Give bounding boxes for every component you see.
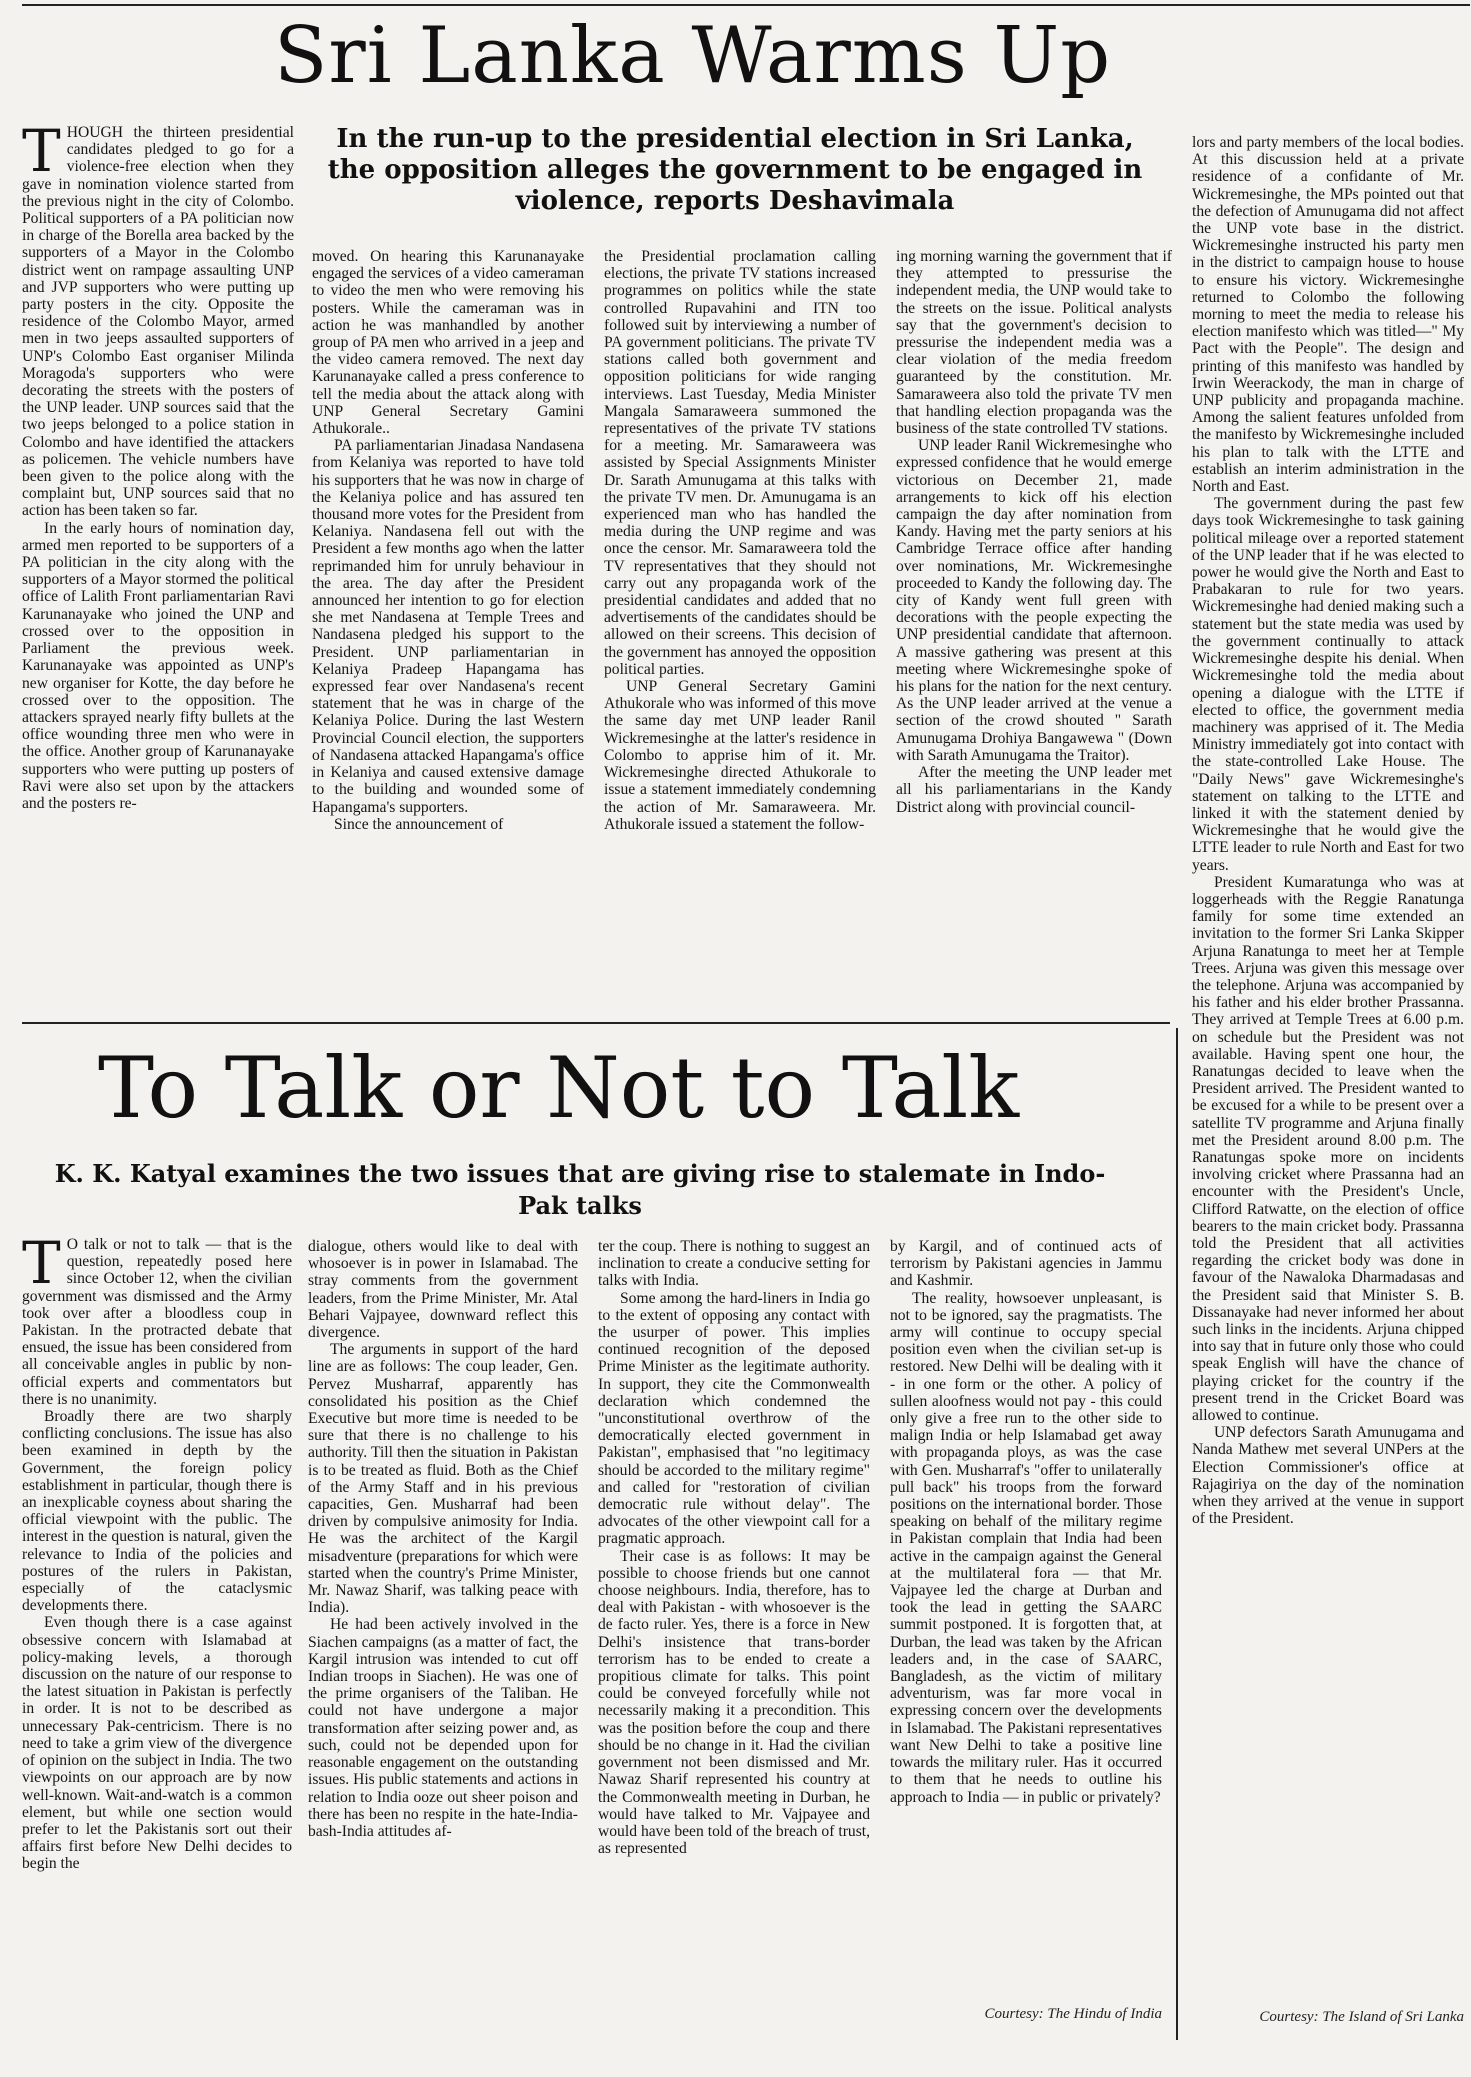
article1-headline: Sri Lanka Warms Up bbox=[274, 11, 1112, 101]
article2-column-3 bbox=[598, 1238, 870, 2022]
paragraph: President Kumaratunga who was at loggerheads with the Reggie Ranatunga family for some time extended an invitation to the former Sri Lanka Skipper Arjuna Ranatunga to meet her at Temple Trees. Arjuna was given this message over the telephone. Arjuna was accompanied by his father and his elder brother Prassanna. They arrived at Temple Trees at 6.00 p.m. on schedule but the President was not available. Having spent one hour, the Ranatungas decided to leave when the President arrived. The President wanted to be excused for a while to be present over a satellite TV programme and Arjuna finally met the President around 8.00 p.m. The Ranatungas spoke more on incidents involving cricket where Prassanna had an encounter with the President's Uncle, Clifford Ratwatte, on the election of office bearers to the main cricket body. Prassanna told the President that all activities regarding the cricket body was done in favour of the Nawaloka Dharmadasas and the President said that Minister S. B. Dissanayake had never informed her about such links in the incidents. Arjuna chipped into say that in future only those who could speak English will have the chance of playing cricket for the country if the present trend in the Cricket Board was allowed to continue. bbox=[1192, 873, 1464, 1425]
article1-column-3 bbox=[604, 248, 876, 1012]
article2-dropcap: T bbox=[22, 1236, 61, 1297]
paragraph: HOUGH the thirteen presidential candidates pledged to go for a violence-free election when they gave in nomination violence started from the previous night in the city of Colombo. Political supporters of a PA politician now in charge of the Borella area backed by the supporters of a Mayor in the Colombo district went on rampage assaulting UNP and JVP supporters who were putting up party posters in the city. Opposite the residence of the Colombo Mayor, armed men in two jeeps assaulted supporters of UNP's Colombo East organiser Milinda Moragoda's supporters who were decorating the streets with the posters of the UNP leader. UNP sources said that the two jeeps belonged to a police station in Colombo and have identified the attackers as policemen. The vehicle numbers have been given to the police along with the complaint but, UNP sources said that no action has been taken so far. bbox=[22, 124, 294, 520]
article2-standfirst: K. K. Katyal examines the two issues that are giving rise to stalemate in Indo-Pak talks bbox=[54, 1159, 1106, 1220]
article2-column-4 bbox=[890, 1238, 1162, 1996]
paragraph: Their case is as follows: It may be possible to choose friends but one cannot choose neighbours. India, therefore, has to deal with Pakistan - with whosoever is the de facto ruler. Yes, there is a force in New Delhi's insistence that trans-border terrorism has to be ended to create a propitious climate for talks. This point could be conveyed forcefully while not necessarily making it a precondition. This was the position before the coup and there should be no change in it. Had the civilian government not been dismissed and Mr. Nawaz Sharif represented his country at the Commonwealth meeting in Durban, he would have talked to Mr. Vajpayee and would have been told of the breach of trust, as represented bbox=[598, 1547, 870, 1858]
article1-column-5 bbox=[1192, 134, 1464, 2022]
article2-headline: To Talk or Not to Talk bbox=[98, 1039, 1020, 1137]
article1-courtesy: Courtesy: The Island of Sri Lanka bbox=[1259, 2009, 1464, 2025]
article1-standfirst: In the run-up to the presidential election in Sri Lanka, the opposition alleges the government to be engaged in violence, reports Deshavimala bbox=[327, 124, 1143, 216]
top-rule bbox=[22, 4, 1470, 6]
paragraph: lors and party members of the local bodies. At this discussion held at a private residence of a confidante of Mr. Wickremesinghe, the MPs pointed out that the defection of Amunugama did not affect the UNP vote base in the district. Wickremesinghe instructed his party men in the district to campaign house to house to ensure his victory. Wickremesinghe returned to Colombo the following morning to meet the media to release his election manifesto which was titled—" My Pact with the People". The design and printing of this manifesto was handled by Irwin Weerackody, the man in charge of UNP publicity and propaganda machine. Among the salient features unfolded from the manifesto by Wickremesinghe included his plan to talk with the LTTE and establish an interim administration in the North and East. bbox=[1192, 134, 1464, 496]
article1-column-4 bbox=[896, 248, 1172, 1012]
paragraph: The government during the past few days took Wickremesinghe to task gaining political mileage over a reported statement of the UNP leader that if he was elected to power he would give the North and East to Prabakaran to rule for two years. Wickremesinghe had denied making such a statement but the state media was used by the government continually to attack Wickremesinghe despite his denial. When Wickremesinghe told the media about opening a dialogue with the LTTE if elected to office, the government media machinery was apprised of it. The Media Ministry immediately got into contact with the state-controlled Lake House. The "Daily News" gave Wickremesinghe's statement on talking to the LTTE and linked it with the statement denied by Wickremesinghe that he would give the LTTE leader to rule North and East for two years. bbox=[1192, 495, 1464, 874]
article2-column-1 bbox=[22, 1236, 292, 2022]
paragraph: The reality, howsoever unpleasant, is not to be ignored, say the pragmatists. The army will continue to occupy special position even when the civilian set-up is restored. New Delhi will be dealing with it - in one form or the other. A policy of sullen aloofness would not pay - this could only give a free run to the other side to malign India or help Islamabad get away with propaganda ploys, as was the case with Gen. Musharraf's "offer to unilaterally pull back" his troops from the forward positions on the international border. Those speaking on behalf of the military regime in Pakistan complain that India had been active in the campaign against the General at the multilateral fora — that Mr. Vajpayee led the charge at Durban and took the lead in getting the SAARC summit postponed. It is forgotten that, at Durban, the lead was taken by the African leaders and, in the case of SAARC, Bangladesh, as the victim of military adventurism, was far more vocal in expressing concern over the developments in Islamabad. The Pakistani representatives want New Delhi to take a positive line towards the military ruler. Has it occurred to them that he needs to outline his approach to India — in public or privately? bbox=[890, 1289, 1162, 1806]
article2-courtesy: Courtesy: The Hindu of India bbox=[984, 2006, 1162, 2022]
paragraph: ter the coup. There is nothing to suggest an inclination to create a conducive setting for talks with India. bbox=[598, 1238, 870, 1290]
article-divider-vertical bbox=[1176, 1028, 1178, 2040]
paragraph: UNP defectors Sarath Amunugama and Nanda Mathew met several UNPers at the Election Commissioner's office at Rajagiriya on the day of the nomination when they arrived at the venue in support of the President. bbox=[1192, 1424, 1464, 1528]
paragraph: Since the announcement of bbox=[334, 815, 504, 833]
paragraph: The arguments in support of the hard line are as follows: The coup leader, Gen. Pervez Musharraf, apparently has consolidated his position as the Chief Executive but more time is needed to be sure that there is no challenge to his authority. Till then the situation in Pakistan is to be treated as fluid. Both as the Chief of the Army Staff and in his previous capacities, Gen. Musharraf had been driven by compulsive animosity for India. He was the architect of the Kargil misadventure (preparations for which were started when the country's Prime Minister, Mr. Nawaz Sharif, was talking peace with India). bbox=[308, 1341, 578, 1617]
article1-column-1 bbox=[22, 124, 294, 1012]
paragraph: Some among the hard-liners in India go to the extent of opposing any contact with the usurper of power. This implies continued recognition of the deposed Prime Minister as the legitimate authority. In support, they cite the Commonwealth declaration which condemned the "unconstitutional overthrow of the democratically elected government in Pakistan", emphasised that "no legitimacy should be accorded to the military regime" and called for "restoration of civilian democratic rule without delay". The advocates of the other viewpoint call for a pragmatic approach. bbox=[598, 1289, 870, 1548]
paragraph: by Kargil, and of continued acts of terrorism by Pakistani agencies in Jammu and Kashmir. bbox=[890, 1238, 1162, 1290]
paragraph: UNP General Secretary Gamini Athukorale who was informed of this move the same day met UNP leader Ranil Wickremesinghe at the latter's residence in Colombo to apprise him of it. Mr. Wickremesinghe directed Athukorale to issue a statement immediately condemning the action of Mr. Samaraweera. Mr. Athukorale issued a statement the follow- bbox=[604, 678, 876, 833]
paragraph: PA parliamentarian Jinadasa Nandasena from Kelaniya was reported to have told his supporters that he was now in charge of the Kelaniya police and has assured ten thousand more votes for the President from Kelaniya. Nandasena fell out with the President a few months ago when the latter reprimanded him for unruly behaviour in the area. The day after the President announced her intention to go for election she met Nandasena at Temple Trees and Nandasena pledged his support to the President. UNP parliamentarian in Kelaniya Pradeep Hapangama has expressed fear over Nandasena's recent statement that he was in charge of the Kelaniya Police. During the last Western Provincial Council election, the supporters of Nandasena attacked Hapangama's office in Kelaniya and caused extensive damage to the building and wounded some of Hapangama's supporters. bbox=[312, 437, 584, 816]
article-divider-horizontal bbox=[22, 1022, 1170, 1024]
paragraph: dialogue, others would like to deal with whosoever is in power in Islamabad. The stray comments from the government leaders, from the Prime Minister, Mr. Atal Behari Vajpayee, downward reflect this divergence. bbox=[308, 1238, 578, 1342]
paragraph: He had been actively involved in the Siachen campaigns (as a matter of fact, the Kargil intrusion was intended to cut off Indian troops in Siachen). He was one of the prime organisers of the Taliban. He could not have undergone a major transformation after seizing power and, as such, could not be depended upon for reasonable engagement on the outstanding issues. His public statements and actions in relation to India ooze out sheer poison and there has been no respite in the hate-India-bash-India attitudes af- bbox=[308, 1616, 578, 1840]
paragraph: O talk or not to talk — that is the question, repeatedly posed here since October 12, when the civilian government was dismissed and the Army took over after a bloodless coup in Pakistan. In the protracted debate that ensued, the issue has been considered from all conceivable angles in public by non-official experts and commentators but there is no unanimity. bbox=[22, 1236, 292, 1408]
paragraph: the Presidential proclamation calling elections, the private TV stations increased programmes on politics while the state controlled Rupavahini and ITN too followed suit by interviewing a number of PA government politicians. The private TV stations called both government and opposition politicians for wide ranging interviews. Last Tuesday, Media Minister Mangala Samaraweera summoned the representatives of the private TV stations for a meeting. Mr. Samaraweera was assisted by Special Assignments Minister Dr. Sarath Amunugama at this talks with the private TV men. Dr. Amunugama is an experienced man who has handled the media during the UNP regime and was once the censor. Mr. Samaraweera told the TV representatives that they should not carry out any propaganda work of the presidential candidates and added that no advertisements of the candidates should be allowed on their screens. This decision of the government has annoyed the opposition political parties. bbox=[604, 248, 876, 678]
paragraph: Even though there is a case against obsessive concern with Islamabad at policy-making levels, a thorough discussion on the nature of our response to the latest situation in Pakistan is perfectly in order. It is not to be described as unnecessary Pak-centricism. There is no need to take a grim view of the divergence of opinion on the subject in India. The two viewpoints on our approach are by now well-known. Wait-and-watch is a common element, but while one section would prefer to let the Pakistanis sort out their affairs first before New Delhi decides to begin the bbox=[22, 1614, 292, 1873]
paragraph: After the meeting the UNP leader met all his parliamentarians in the Kandy District along with provincial council- bbox=[896, 764, 1172, 816]
paragraph: Broadly there are two sharply conflicting conclusions. The issue has also been examined in depth by the Government, the foreign policy establishment in particular, though there is an inexplicable coyness about sharing the official viewpoint with the public. The interest in the question is natural, given the relevance to India of the policies and postures of the rulers in Pakistan, especially of the cataclysmic developments there. bbox=[22, 1408, 292, 1615]
article1-column-2 bbox=[312, 248, 584, 1012]
paragraph: ing morning warning the government that if they attempted to pressurise the independent media, the UNP would take to the streets on the issue. Political analysts say that the government's decision to pressurise the independent media was a clear violation of the media freedom guaranteed by the constitution. Mr. Samaraweera also told the private TV men that handling election propaganda was the business of the state controlled TV stations. bbox=[896, 248, 1172, 438]
paragraph: In the early hours of nomination day, armed men reported to be supporters of a PA politician in the city along with the supporters of a Mayor stormed the political office of Lalith Front parliamentarian Ravi Karunanayake who joined the UNP and crossed over to the opposition in Parliament the previous week. Karunanayake was appointed as UNP's new organiser for Kotte, the day before he crossed over to the opposition. The attackers sprayed nearly fifty bullets at the office wounding three men who were in the office. Another group of Karunanayake supporters who were putting up posters of Ravi were also set upon by the attackers and the posters re- bbox=[22, 519, 294, 812]
paragraph: moved. On hearing this Karunanayake engaged the services of a video cameraman to video the men who were removing his posters. While the cameraman was in action he was manhandled by another group of PA men who arrived in a jeep and the video camera removed. The next day Karunanayake called a press conference to tell the media about the attack along with UNP General Secretary Gamini Athukorale.. bbox=[312, 248, 584, 438]
article1-dropcap: T bbox=[22, 124, 61, 185]
article2-column-2 bbox=[308, 1238, 578, 2022]
paragraph: UNP leader Ranil Wickremesinghe who expressed confidence that he would emerge victorious on December 21, made arrangements to kick off his election campaign the day after nomination from Kandy. Having met the party seniors at his Cambridge Terrace office after handing over nominations, Mr. Wickremesinghe proceeded to Kandy the following day. The city of Kandy went full green with decorations with the people expecting the UNP presidential candidate that afternoon. A massive gathering was present at this meeting where Wickremesinghe spoke of his plans for the nation for the next century. As the UNP leader arrived at the venue a section of the crowd shouted " Sarath Amunugama Drohiya Bangawewa " (Down with Sarath Amunugama the Traitor). bbox=[896, 437, 1172, 764]
